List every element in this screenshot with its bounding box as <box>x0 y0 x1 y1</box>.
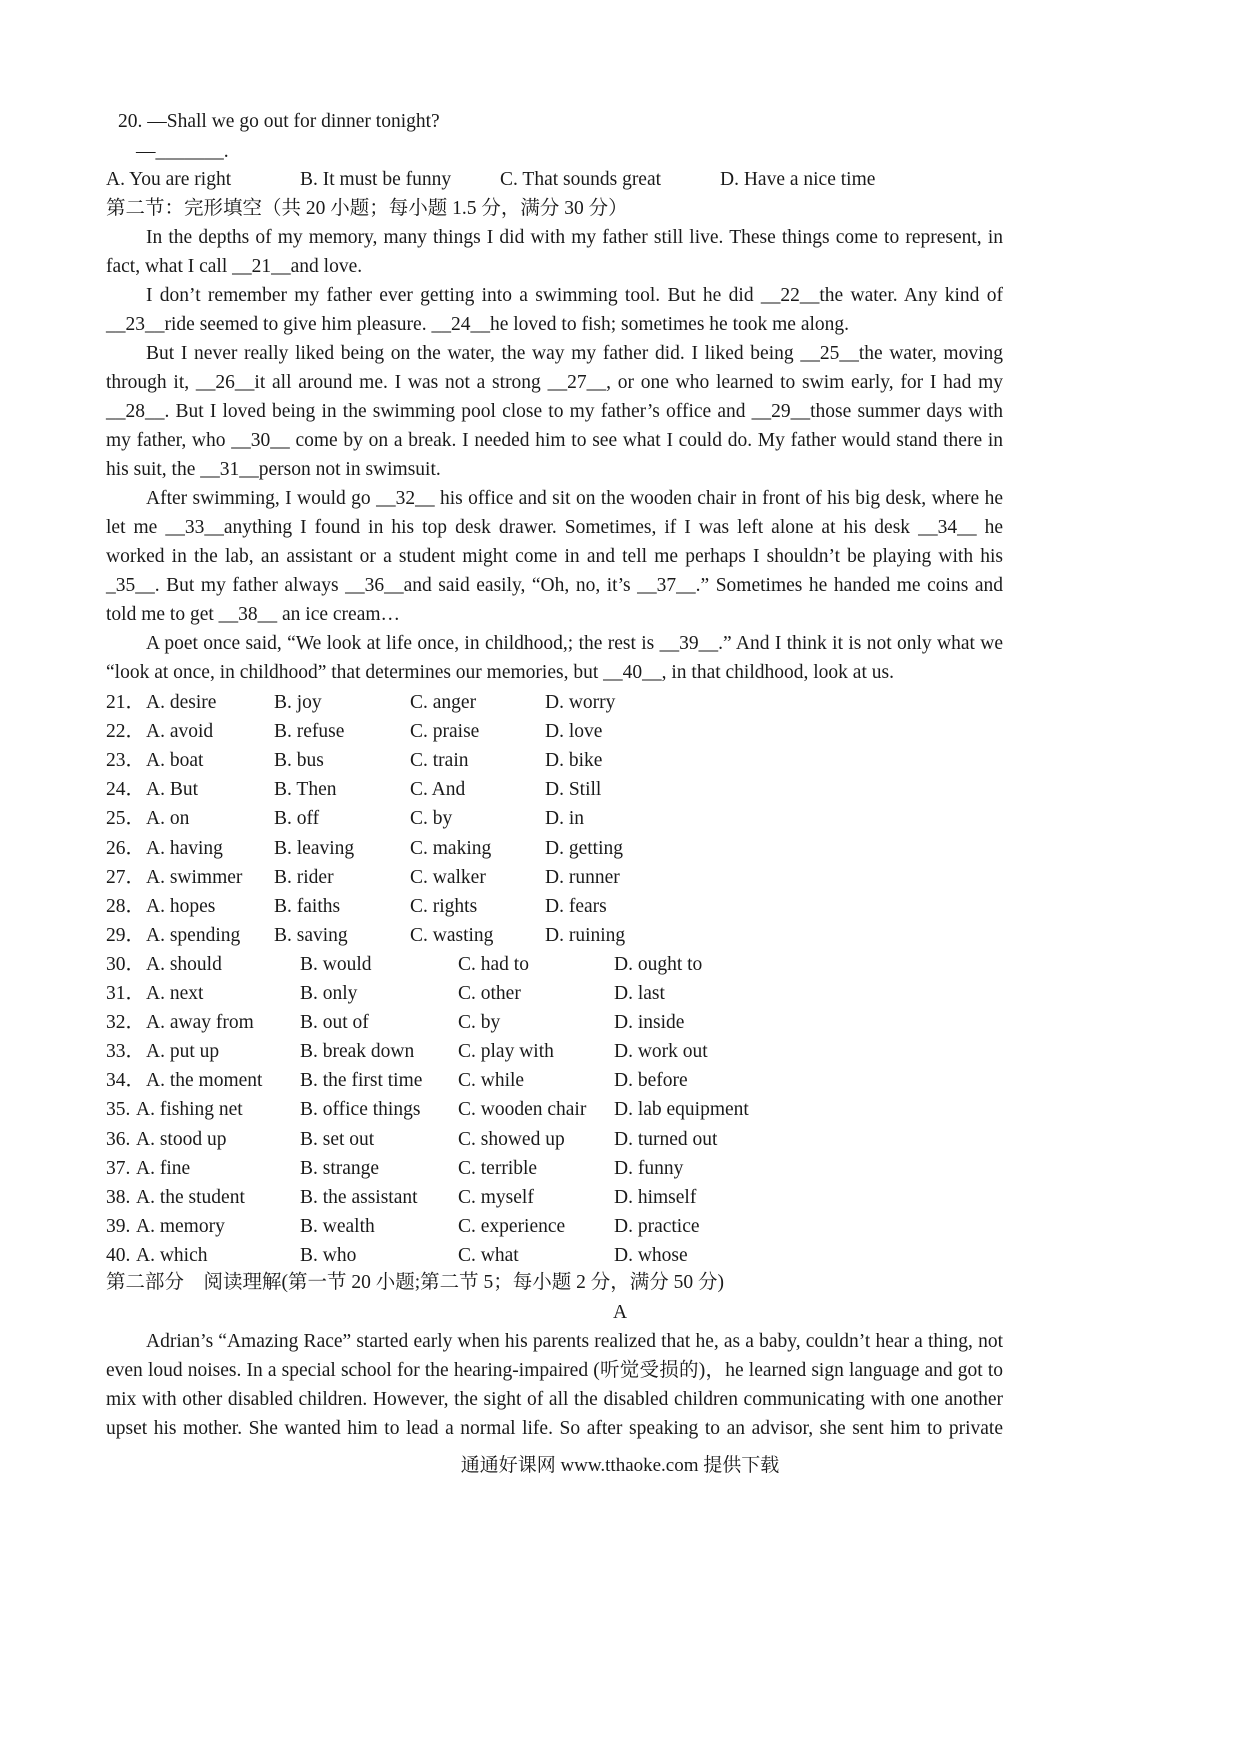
question-number: 23． <box>106 750 146 772</box>
option-c: C. walker <box>410 866 486 888</box>
question-number: 33． <box>106 1041 146 1063</box>
option-b: B. office things <box>300 1099 421 1121</box>
passage-a-line: even loud noises. In a special school for the hearing-impaired (听觉受损的)，he learned sign language and got to <box>106 1360 1003 1381</box>
option-b: B. refuse <box>274 721 345 743</box>
question-number: 24． <box>106 779 146 801</box>
passage-line: _35__. But my father always __36__and said easily, “Oh, no, it’s __37__.” Sometimes he handed me coins and <box>106 575 1003 596</box>
passage-line: worked in the lab, an assistant or a student might come in and tell me perhaps I shouldn’t be playing with his <box>106 546 1003 567</box>
option-d: D. in <box>545 808 584 830</box>
passage-a-line: upset his mother. She wanted him to lead a normal life. So after speaking to an advisor, she sent him to private <box>106 1418 1003 1439</box>
option-c: C. play with <box>458 1041 554 1063</box>
option-c: C. myself <box>458 1186 534 1208</box>
option-c: C. had to <box>458 953 529 975</box>
option-c: C. by <box>410 808 453 830</box>
q20-option-c: C. That sounds great <box>500 169 662 190</box>
option-d: D. lab equipment <box>614 1099 749 1121</box>
option-b: B. only <box>300 983 358 1004</box>
option-a: A. avoid <box>146 721 214 743</box>
option-a: A. fine <box>136 1157 191 1179</box>
option-b: B. who <box>300 1244 357 1266</box>
option-b: B. set out <box>300 1128 375 1150</box>
q20-option-b: B. It must be funny <box>300 169 452 190</box>
option-b: B. break down <box>300 1041 415 1063</box>
option-d: D. inside <box>614 1012 685 1034</box>
option-c: C. experience <box>458 1215 566 1237</box>
question-number: 35. <box>106 1099 131 1121</box>
passage-line: through it, __26__it all around me. I was not a strong __27__, or one who learned to swim early, for I had my <box>106 372 1003 393</box>
question-number: 25． <box>106 808 146 830</box>
passage-line: __23__ride seemed to give him pleasure. __24__he loved to fish; sometimes he took me along. <box>106 314 850 335</box>
option-d: D. worry <box>545 692 616 713</box>
question-number: 30． <box>106 953 146 975</box>
option-a: A. the student <box>136 1186 245 1208</box>
option-d: D. fears <box>545 895 607 917</box>
passage-line: told me to get __38__ an ice cream… <box>106 604 401 625</box>
option-c: C. terrible <box>458 1157 538 1179</box>
option-c: C. while <box>458 1070 525 1092</box>
option-c: C. train <box>410 750 469 772</box>
option-d: D. last <box>614 983 665 1004</box>
option-c: C. anger <box>410 692 477 713</box>
question-number: 32． <box>106 1012 146 1034</box>
option-b: B. wealth <box>300 1215 375 1237</box>
section-heading-cloze: 第二节：完形填空（共 20 小题；每小题 1.5 分，满分 30 分） <box>106 198 628 219</box>
footer-watermark: 通通好课网 www.tthaoke.com 提供下载 <box>460 1455 780 1476</box>
question-number: 34． <box>106 1070 146 1092</box>
option-d: D. ought to <box>614 953 703 975</box>
option-b: B. Then <box>274 779 337 801</box>
question-number: 26． <box>106 837 146 859</box>
option-b: B. rider <box>274 866 334 888</box>
passage-line: his suit, the __31__person not in swimsuit. <box>106 459 441 480</box>
passage-line: __28__. But I loved being in the swimming pool close to my father’s office and __29__those summer days with <box>106 401 1003 422</box>
q20-stem: 20. —Shall we go out for dinner tonight? <box>118 111 440 132</box>
option-c: C. other <box>458 983 521 1004</box>
option-b: B. faiths <box>274 895 341 917</box>
option-a: A. spending <box>146 924 241 946</box>
passage-a-label: A <box>612 1302 628 1323</box>
option-a: A. which <box>136 1244 208 1266</box>
option-c: C. praise <box>410 721 480 743</box>
option-a: A. put up <box>146 1041 220 1063</box>
option-d: D. getting <box>545 837 623 859</box>
question-number: 21． <box>106 692 146 713</box>
option-c: C. wooden chair <box>458 1099 587 1121</box>
option-b: B. bus <box>274 750 324 772</box>
option-a: A. should <box>146 953 222 975</box>
option-c: C. what <box>458 1244 519 1266</box>
q20-reply: —_______. <box>136 141 229 162</box>
option-a: A. fishing net <box>136 1099 243 1121</box>
question-number: 27． <box>106 866 146 888</box>
option-b: B. joy <box>274 692 322 713</box>
passage-line: In the depths of my memory, many things I did with my father still live. These things come to represent, in <box>146 227 1003 248</box>
passage-a-line: Adrian’s “Amazing Race” started early when his parents realized that he, as a baby, couldn’t hear a thing, not <box>146 1331 1003 1352</box>
option-c: C. making <box>410 837 492 859</box>
option-b: B. out of <box>300 1012 369 1034</box>
option-d: D. work out <box>614 1041 708 1063</box>
option-a: A. away from <box>146 1012 254 1034</box>
option-c: C. rights <box>410 895 478 917</box>
question-number: 31． <box>106 983 146 1004</box>
option-a: A. next <box>146 983 204 1004</box>
option-d: D. whose <box>614 1244 688 1266</box>
question-number: 36. <box>106 1128 131 1150</box>
question-number: 22． <box>106 721 146 743</box>
q20-option-a: A. You are right <box>106 169 232 190</box>
option-a: A. But <box>146 779 199 801</box>
passage-line: my father, who __30__ come by on a break. I needed him to see what I could do. My father would stand there in <box>106 430 1003 451</box>
passage-a-line: mix with other disabled children. However, the sight of all the disabled children communicating with one another <box>106 1389 1003 1410</box>
passage-line: After swimming, I would go __32__ his office and sit on the wooden chair in front of his big desk, where he <box>146 488 1003 509</box>
option-a: A. the moment <box>146 1070 263 1092</box>
option-d: D. before <box>614 1070 688 1092</box>
passage-line: A poet once said, “We look at life once, in childhood,; the rest is __39__.” And I think it is not only what we <box>146 633 1003 654</box>
passage-line: But I never really liked being on the water, the way my father did. I liked being __25__the water, moving <box>146 343 1003 364</box>
option-d: D. Still <box>545 779 602 801</box>
option-b: B. the assistant <box>300 1186 418 1208</box>
option-d: D. turned out <box>614 1128 718 1150</box>
question-number: 37. <box>106 1157 131 1179</box>
passage-line: fact, what I call __21__and love. <box>106 256 363 277</box>
option-b: B. the first time <box>300 1070 423 1092</box>
option-a: A. boat <box>146 750 204 772</box>
question-number: 28． <box>106 895 146 917</box>
option-a: A. hopes <box>146 895 216 917</box>
option-a: A. stood up <box>136 1128 227 1150</box>
option-d: D. ruining <box>545 924 626 946</box>
option-b: B. would <box>300 953 372 975</box>
option-a: A. having <box>146 837 223 859</box>
question-number: 38. <box>106 1186 131 1208</box>
option-a: A. desire <box>146 692 217 713</box>
question-number: 29． <box>106 924 146 946</box>
option-d: D. practice <box>614 1215 700 1237</box>
option-a: A. swimmer <box>146 866 243 888</box>
option-d: D. funny <box>614 1157 684 1179</box>
passage-line: I don’t remember my father ever getting into a swimming tool. But he did __22__the water. Any kind of <box>146 285 1003 306</box>
option-b: B. leaving <box>274 837 355 859</box>
option-d: D. himself <box>614 1186 697 1208</box>
option-a: A. on <box>146 808 190 830</box>
option-c: C. by <box>458 1012 501 1034</box>
option-c: C. showed up <box>458 1128 565 1150</box>
passage-line: let me __33__anything I found in his top desk drawer. Sometimes, if I was left alone at his desk __34__ he <box>106 517 1003 538</box>
option-a: A. memory <box>136 1215 225 1237</box>
option-d: D. love <box>545 721 603 743</box>
option-b: B. off <box>274 808 320 830</box>
option-c: C. wasting <box>410 924 494 946</box>
option-d: D. runner <box>545 866 620 888</box>
option-b: B. saving <box>274 924 348 946</box>
question-number: 39. <box>106 1215 131 1237</box>
q20-option-d: D. Have a nice time <box>720 169 876 190</box>
question-number: 40. <box>106 1244 131 1266</box>
option-b: B. strange <box>300 1157 380 1179</box>
part2-heading: 第二部分 阅读理解(第一节 20 小题;第二节 5；每小题 2 分，满分 50 分) <box>106 1272 725 1293</box>
passage-line: “look at once, in childhood” that determines our memories, but __40__, in that childhood, look at us. <box>106 662 894 683</box>
option-d: D. bike <box>545 750 603 772</box>
option-c: C. And <box>410 779 466 801</box>
